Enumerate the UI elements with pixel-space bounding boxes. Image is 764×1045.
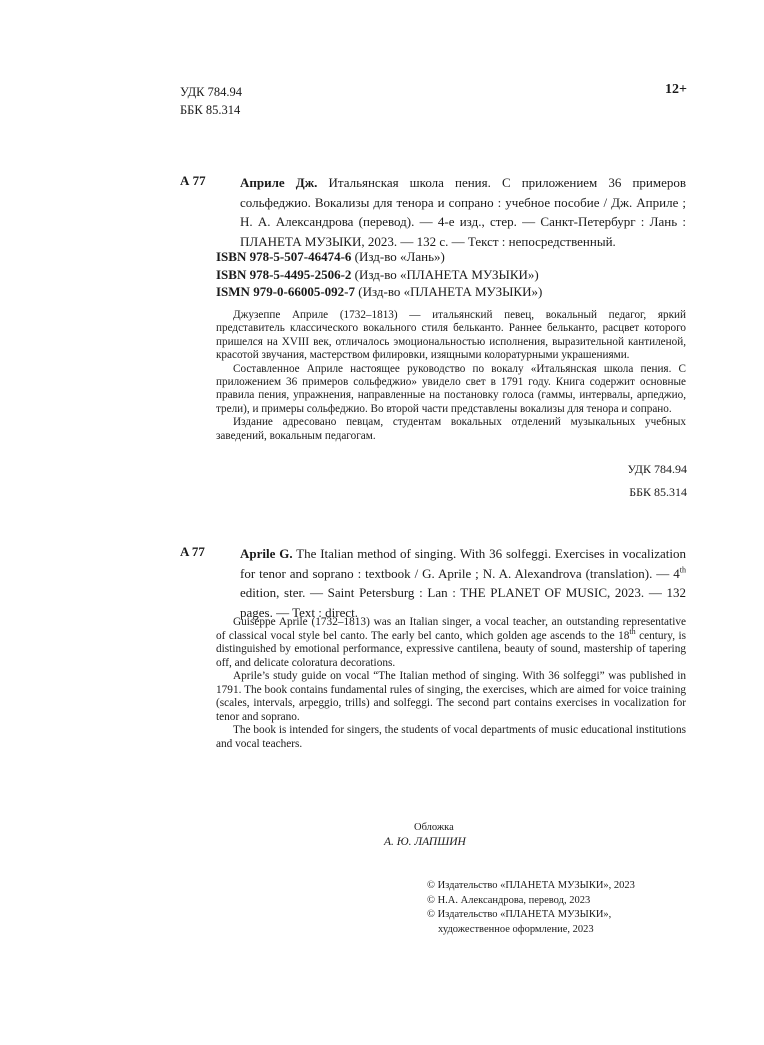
en-entry-text: The Italian method of singing. With 36 solfeggi. Exercises in vocalization for tenor and soprano : textbook / G. Aprile ; N. A. Alexandrova (translation). — 4	[240, 546, 687, 581]
en-author-mark: A 77	[180, 544, 205, 559]
en-bibliographic-entry	[240, 544, 686, 622]
text-run: Guiseppe Aprile (1732–1813) was an Italian singer, a vocal teacher, an outstanding representative of classical vocal style bel canto. The early bel canto, which golden age ascends to the 18	[216, 616, 686, 642]
isbn-publisher: (Изд-во «Лань»)	[354, 249, 445, 264]
isbn-number: ISBN 978-5-507-46474-6	[216, 249, 352, 264]
udk-bbk-header	[180, 83, 242, 119]
cover-designer-name: А. Ю. ЛАПШИН	[384, 836, 466, 848]
bbk-code-right: ББК 85.314	[629, 485, 687, 499]
ru-abstract	[216, 309, 686, 443]
superscript: th	[679, 565, 686, 575]
en-abstract-paragraph	[216, 616, 686, 670]
cover-credit-label: Обложка	[414, 822, 454, 833]
isbn-line	[216, 248, 542, 266]
isbn-list	[216, 248, 542, 301]
udk-code-right: УДК 784.94	[627, 462, 687, 476]
isbn-line	[216, 266, 542, 284]
en-author: Aprile G.	[240, 546, 293, 561]
ru-author: Априле Дж.	[240, 175, 318, 190]
ismn-number: ISMN 979-0-66005-092-7	[216, 284, 356, 299]
en-abstract	[216, 616, 686, 751]
copyright-block	[427, 879, 697, 937]
ru-abstract-paragraph: Издание адресовано певцам, студентам вокальных отделений музыкальных учебных заведений, вокальным педагогам.	[216, 416, 686, 442]
text-run: century, is distinguished by emotional performance, expressive cantilena, beauty of sound, mastership of tapering off, and delicate coloratura decorations.	[216, 629, 687, 669]
copyright-line: © Издательство «ПЛАНЕТА МУЗЫКИ»,	[427, 909, 612, 920]
udk-code: УДК 784.94	[180, 85, 242, 99]
ru-abstract-paragraph: Джузеппе Априле (1732–1813) — итальянский певец, вокальный педагог, яркий представитель классического вокального стиля бельканто. Раннее бельканто, расцвет которого пришелся на XVIII век, отличалось эмоциональностью исполнения, выразительной кантиленой, красотой звучания, мастерством филировки, изящными колоратурными украшениями.	[216, 309, 686, 362]
copyright-line: © Издательство «ПЛАНЕТА МУЗЫКИ», 2023	[427, 880, 635, 891]
superscript: th	[629, 626, 636, 636]
isbn-number: ISBN 978-5-4495-2506-2	[216, 266, 352, 282]
en-abstract-paragraph: The book is intended for singers, the students of vocal departments of music educational institutions and vocal teachers.	[216, 724, 686, 750]
ru-bibliographic-entry	[240, 173, 686, 251]
en-entry-text: edition, ster. — Saint Petersburg : Lan : THE PLANET OF MUSIC, 2023. — 132 pages. — Text : direct.	[240, 585, 686, 620]
en-abstract-paragraph: Aprile’s study guide on vocal “The Italian method of singing. With 36 solfeggi” was published in 1791. The book contains fundamental rules of singing, the exercises, which are aimed for voice training (scales, intervals, arpeggio, trills) and solfeggi. The second part contains exercises in vocalization for tenor and soprano.	[216, 670, 686, 723]
isbn-publisher: (Изд-во «ПЛАНЕТА МУЗЫКИ»)	[354, 266, 539, 282]
ismn-publisher: (Изд-во «ПЛАНЕТА МУЗЫКИ»)	[358, 284, 543, 299]
copyright-line: художественное оформление, 2023	[438, 923, 594, 935]
ru-author-mark: А 77	[180, 173, 206, 188]
copyright-line: © Н.А. Александрова, перевод, 2023	[427, 894, 591, 906]
age-rating: 12+	[665, 82, 687, 97]
bbk-code: ББК 85.314	[180, 103, 241, 117]
ru-abstract-paragraph: Составленное Априле настоящее руководство по вокалу «Итальянская школа пения. С приложением 36 примеров сольфеджио» увидело свет в 1791 году. Книга содержит основные правила пения, упражнения, направленные на постановку голоса (гаммы, интервалы, арпеджио, трели), и примеры сольфеджио. Во второй части представлены вокализы для тенора и сопрано.	[216, 362, 686, 415]
ru-entry-text: Итальянская школа пения. С приложением 36 примеров сольфеджио. Вокализы для тенора и сопрано : учебное пособие / Дж. Априле ; Н. А. Александрова (перевод). — 4-е изд., стер. — Санкт-Петербург : Лань : ПЛАНЕТА МУЗЫКИ, 2023. — 132 с. — Текст : непосредственный.	[240, 175, 686, 249]
ismn-line	[216, 283, 542, 301]
